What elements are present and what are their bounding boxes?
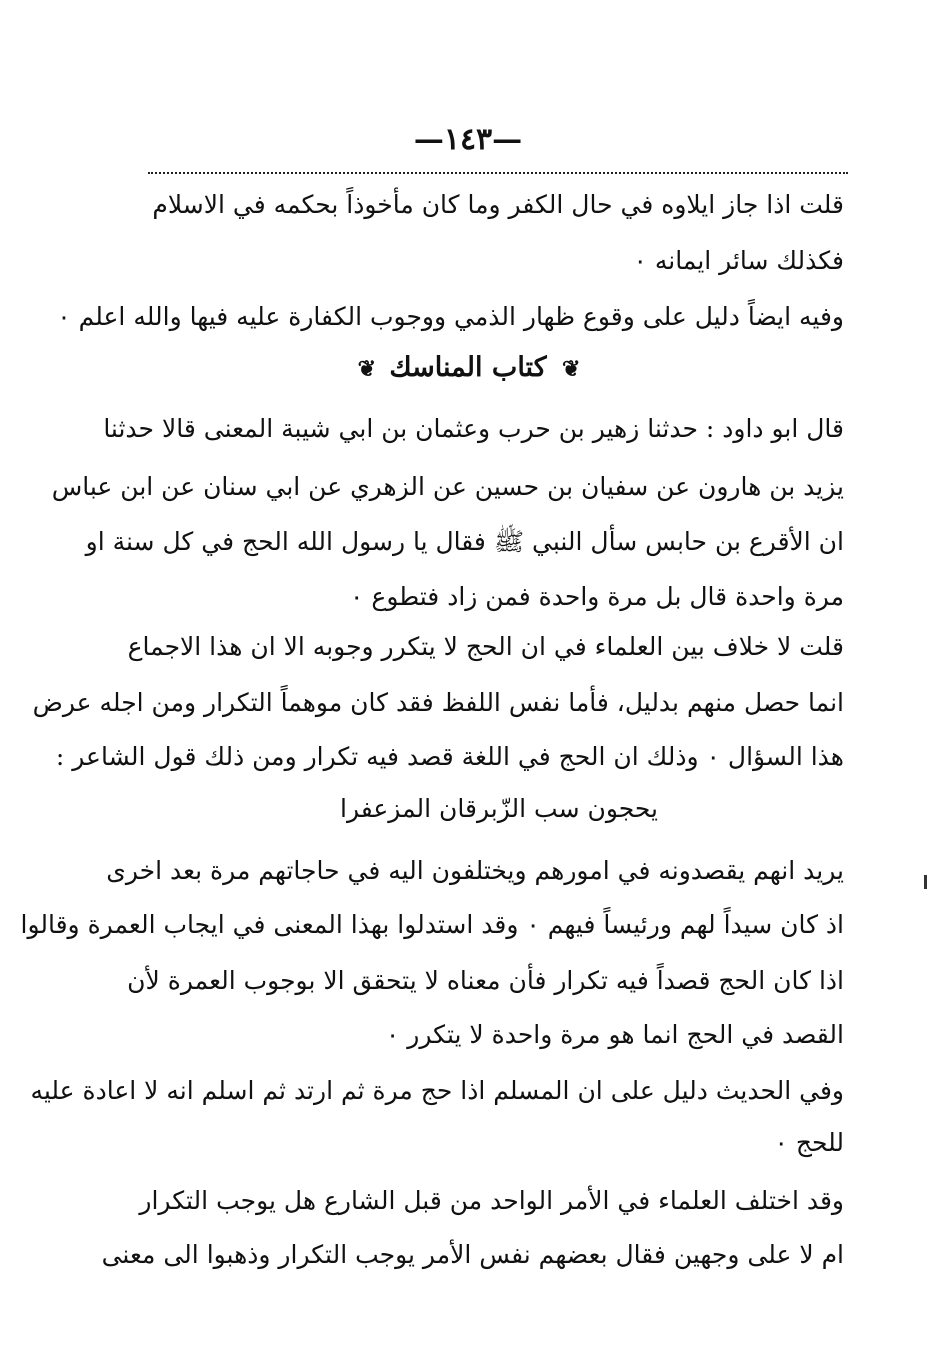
text-line-2: فكذلك سائر ايمانه ٠ <box>633 246 844 275</box>
section-heading-title: كتاب المناسك <box>389 352 547 383</box>
text-line-7: مرة واحدة قال بل مرة واحدة فمن زاد فتطوع ٠ <box>350 582 844 611</box>
text-line-4: قال ابو داود : حدثنا زهير بن حرب وعثمان بن ابي شيبة المعنى قالا حدثنا <box>103 414 844 443</box>
text-line-3: وفيه ايضاً دليل على وقوع ظهار الذمي ووجوب الكفارة عليه فيها والله اعلم ٠ <box>57 302 844 331</box>
section-heading <box>0 352 936 383</box>
ornament-icon: ❦ <box>561 355 579 382</box>
scan-mark <box>924 875 927 889</box>
text-line-1: قلت اذا جاز ايلاوه في حال الكفر وما كان مأخوذاً بحكمه في الاسلام <box>152 190 844 219</box>
text-line-13: اذ كان سيداً لهم ورئيساً فيهم ٠ وقد استدلوا بهذا المعنى في ايجاب العمرة وقالوا <box>20 910 844 939</box>
text-line-15: القصد في الحج انما هو مرة واحدة لا يتكرر ٠ <box>385 1020 844 1049</box>
ornament-icon: ❦ <box>357 355 375 382</box>
text-line-16: وفي الحديث دليل على ان المسلم اذا حج مرة ثم ارتد ثم اسلم انه لا اعادة عليه <box>30 1076 844 1105</box>
dotted-separator <box>148 172 848 174</box>
text-line-9: انما حصل منهم بدليل، فأما نفس اللفظ فقد كان موهماً التكرار ومن اجله عرض <box>32 688 844 717</box>
text-line-5: يزيد بن هارون عن سفيان بن حسين عن الزهري عن ابي سنان عن ابن عباس <box>51 472 844 501</box>
text-line-17: للحج ٠ <box>774 1128 844 1157</box>
verse-line: يحجون سب الزّبرقان المزعفرا <box>340 794 658 823</box>
text-line-18: وقد اختلف العلماء في الأمر الواحد من قبل الشارع هل يوجب التكرار <box>139 1186 844 1215</box>
text-line-19: ام لا على وجهين فقال بعضهم نفس الأمر يوجب التكرار وذهبوا الى معنى <box>101 1240 844 1269</box>
text-line-6: ان الأقرع بن حابس سأل النبي ﷺ فقال يا رسول الله الحج في كل سنة او <box>85 527 844 556</box>
text-line-14: اذا كان الحج قصداً فيه تكرار فأن معناه لا يتحقق الا بوجوب العمرة لأن <box>127 966 844 995</box>
text-line-10: هذا السؤال ٠ وذلك ان الحج في اللغة قصد فيه تكرار ومن ذلك قول الشاعر : <box>55 742 844 771</box>
text-line-8: قلت لا خلاف بين العلماء في ان الحج لا يتكرر وجوبه الا ان هذا الاجماع <box>127 632 844 661</box>
text-line-12: يريد انهم يقصدونه في امورهم ويختلفون اليه في حاجاتهم مرة بعد اخرى <box>106 856 844 885</box>
page-number: —١٤٣— <box>413 122 523 157</box>
